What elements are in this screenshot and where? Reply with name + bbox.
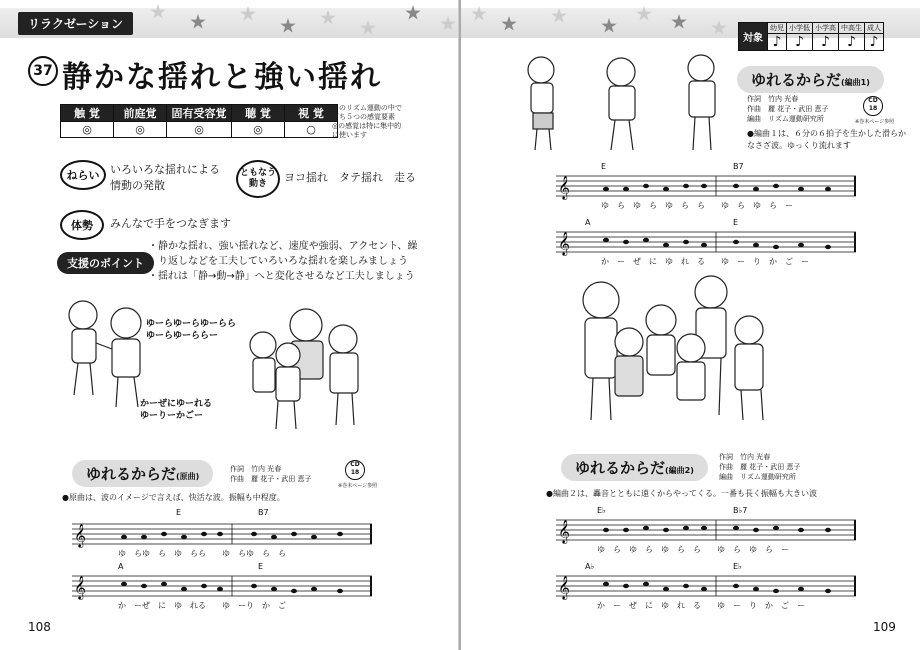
move-text: ヨコ揺れ タテ揺れ 走る <box>284 171 416 184</box>
lyrics-line-2: か ーぜ に ゆ れる ゆ ーり か ご <box>118 601 286 610</box>
target-header: 小学高 <box>813 23 839 34</box>
left-page <box>0 0 459 650</box>
svg-text:𝄞: 𝄞 <box>74 575 86 599</box>
sense-value: ○ <box>285 122 338 138</box>
children-circle-illustration <box>571 270 781 435</box>
cd-icon: CD 18 <box>345 460 365 480</box>
music-staff-6 <box>556 570 861 600</box>
song-title: ゆれるからだ(原曲) <box>72 460 213 487</box>
page-number: 109 <box>873 620 896 634</box>
target-mark: ♪ <box>865 34 884 51</box>
cd-icon: CD 18 <box>863 96 883 116</box>
posture-label: 体勢 <box>60 210 104 240</box>
music-staff-5 <box>556 514 861 544</box>
target-header: 小学低 <box>787 23 813 34</box>
chord-label: E <box>601 162 607 171</box>
music-staff-3 <box>556 170 861 200</box>
target-label: 対象 <box>739 23 768 51</box>
music-staff-4 <box>556 226 861 256</box>
song1-title: ゆれるからだ(編曲1) <box>737 66 884 93</box>
speech-bubble-2: かーぜにゆーれる ゆーりーかごー <box>140 399 213 421</box>
chord-label: A <box>585 218 591 227</box>
lyrics-line-4: か ー ぜ に ゆ れ る ゆ ー り か ご ー <box>601 257 809 266</box>
target-mark: ♪ <box>839 34 865 51</box>
song-credits: 作詞 竹内 光春 作曲 麗 花子・武田 恵子 <box>230 465 312 483</box>
chord-label: B♭7 <box>733 506 748 515</box>
support-text: ・静かな揺れ、強い揺れなど、速度や強弱、アクセント、繰 り返しなどを工夫していろいろな揺れを楽しみましょう ・揺れは「静→動→静」へと変化させるなど工夫しましょう <box>148 241 418 282</box>
song2-title: ゆれるからだ(編曲2) <box>561 454 708 481</box>
children-illustration-top <box>511 50 731 160</box>
chord-label: B7 <box>258 508 269 517</box>
aim-label: ねらい <box>60 160 106 190</box>
sense-value: ◎ <box>114 122 167 138</box>
aim-text: いろいろな揺れによる 情動の発散 <box>110 163 220 192</box>
sense-header: 前庭覚 <box>114 105 167 122</box>
song2-description: ●編曲２は、轟音とともに遠くからやってくる。一番も長く振幅も大きい波 <box>546 489 817 498</box>
sense-header: 触 覚 <box>61 105 114 122</box>
svg-text:𝄞: 𝄞 <box>558 519 570 543</box>
sense-note: このリズム運動の中で 育ち５つの感覚要素 ◎の感覚は特に集中的 に使います <box>332 104 402 139</box>
support-label: 支援のポイント <box>57 252 154 274</box>
page-number: 108 <box>28 620 51 634</box>
chord-label: E <box>258 562 264 571</box>
target-header: 成人 <box>865 23 884 34</box>
sense-header: 聴 覚 <box>232 105 285 122</box>
target-mark: ♪ <box>813 34 839 51</box>
music-staff-2 <box>72 570 377 600</box>
music-staff-1 <box>72 518 377 548</box>
chord-label: B7 <box>733 162 744 171</box>
song-description: ●原曲は、波のイメージで言えば、快活な波。振幅も中程度。 <box>62 493 285 502</box>
svg-text:𝄞: 𝄞 <box>558 575 570 599</box>
section-tag: リラクゼーション <box>18 12 133 35</box>
target-header: 中高生 <box>839 23 865 34</box>
right-page <box>461 0 920 650</box>
song1-description: ●編曲１は、６分の６拍子を生かした滑らか なさざ波。ゆっくり流れます <box>747 129 906 150</box>
activity-number: 37 <box>28 56 58 86</box>
sense-value: ◎ <box>232 122 285 138</box>
song1-credits: 作詞 竹内 光春 作曲 麗 花子・武田 恵子 編曲 リズム運動研究所 <box>747 95 829 123</box>
svg-text:𝄞: 𝄞 <box>558 175 570 199</box>
chord-label: E♭ <box>597 506 606 515</box>
sense-header: 固有受容覚 <box>167 105 232 122</box>
target-mark: ♪ <box>768 34 787 51</box>
lyrics-line-3: ゆ ら ゆ ら ゆ ら ら ゆ ら ゆ ら ー <box>601 201 793 210</box>
svg-text:𝄞: 𝄞 <box>74 523 86 547</box>
chord-label: E♭ <box>733 562 742 571</box>
chord-label: E <box>733 218 739 227</box>
target-mark: ♪ <box>787 34 813 51</box>
lyrics-line-6: か ー ぜ に ゆ れ る ゆ ー り か ご ー <box>597 601 805 610</box>
target-header: 幼児 <box>768 23 787 34</box>
cd-note: ※巻末ページ参照 <box>855 119 895 125</box>
sense-table <box>60 104 338 138</box>
sense-value: ◎ <box>167 122 232 138</box>
chord-label: A <box>118 562 124 571</box>
cd-note: ※巻末ページ参照 <box>338 483 378 489</box>
target-table <box>738 22 884 51</box>
page-title: 静かな揺れと強い揺れ <box>62 60 382 95</box>
move-label: ともなう 動き <box>236 160 280 198</box>
svg-text:𝄞: 𝄞 <box>558 231 570 255</box>
sense-header: 視 覚 <box>285 105 338 122</box>
lyrics-line-1: ゆ らゆ ら ゆ らら ゆ らゆ ら ら <box>118 549 286 558</box>
chord-label: E <box>176 508 182 517</box>
posture-text: みんなで手をつなぎます <box>110 217 231 230</box>
song2-credits: 作詞 竹内 光春 作曲 麗 花子・武田 恵子 編曲 リズム運動研究所 <box>719 453 801 481</box>
sense-value: ◎ <box>61 122 114 138</box>
chord-label: A♭ <box>585 562 595 571</box>
speech-bubble-1: ゆーらゆーらゆーらら ゆーらゆーららー <box>146 319 237 341</box>
lyrics-line-5: ゆ ら ゆ ら ゆ ら ら ゆ ら ゆ ら ー <box>597 545 789 554</box>
